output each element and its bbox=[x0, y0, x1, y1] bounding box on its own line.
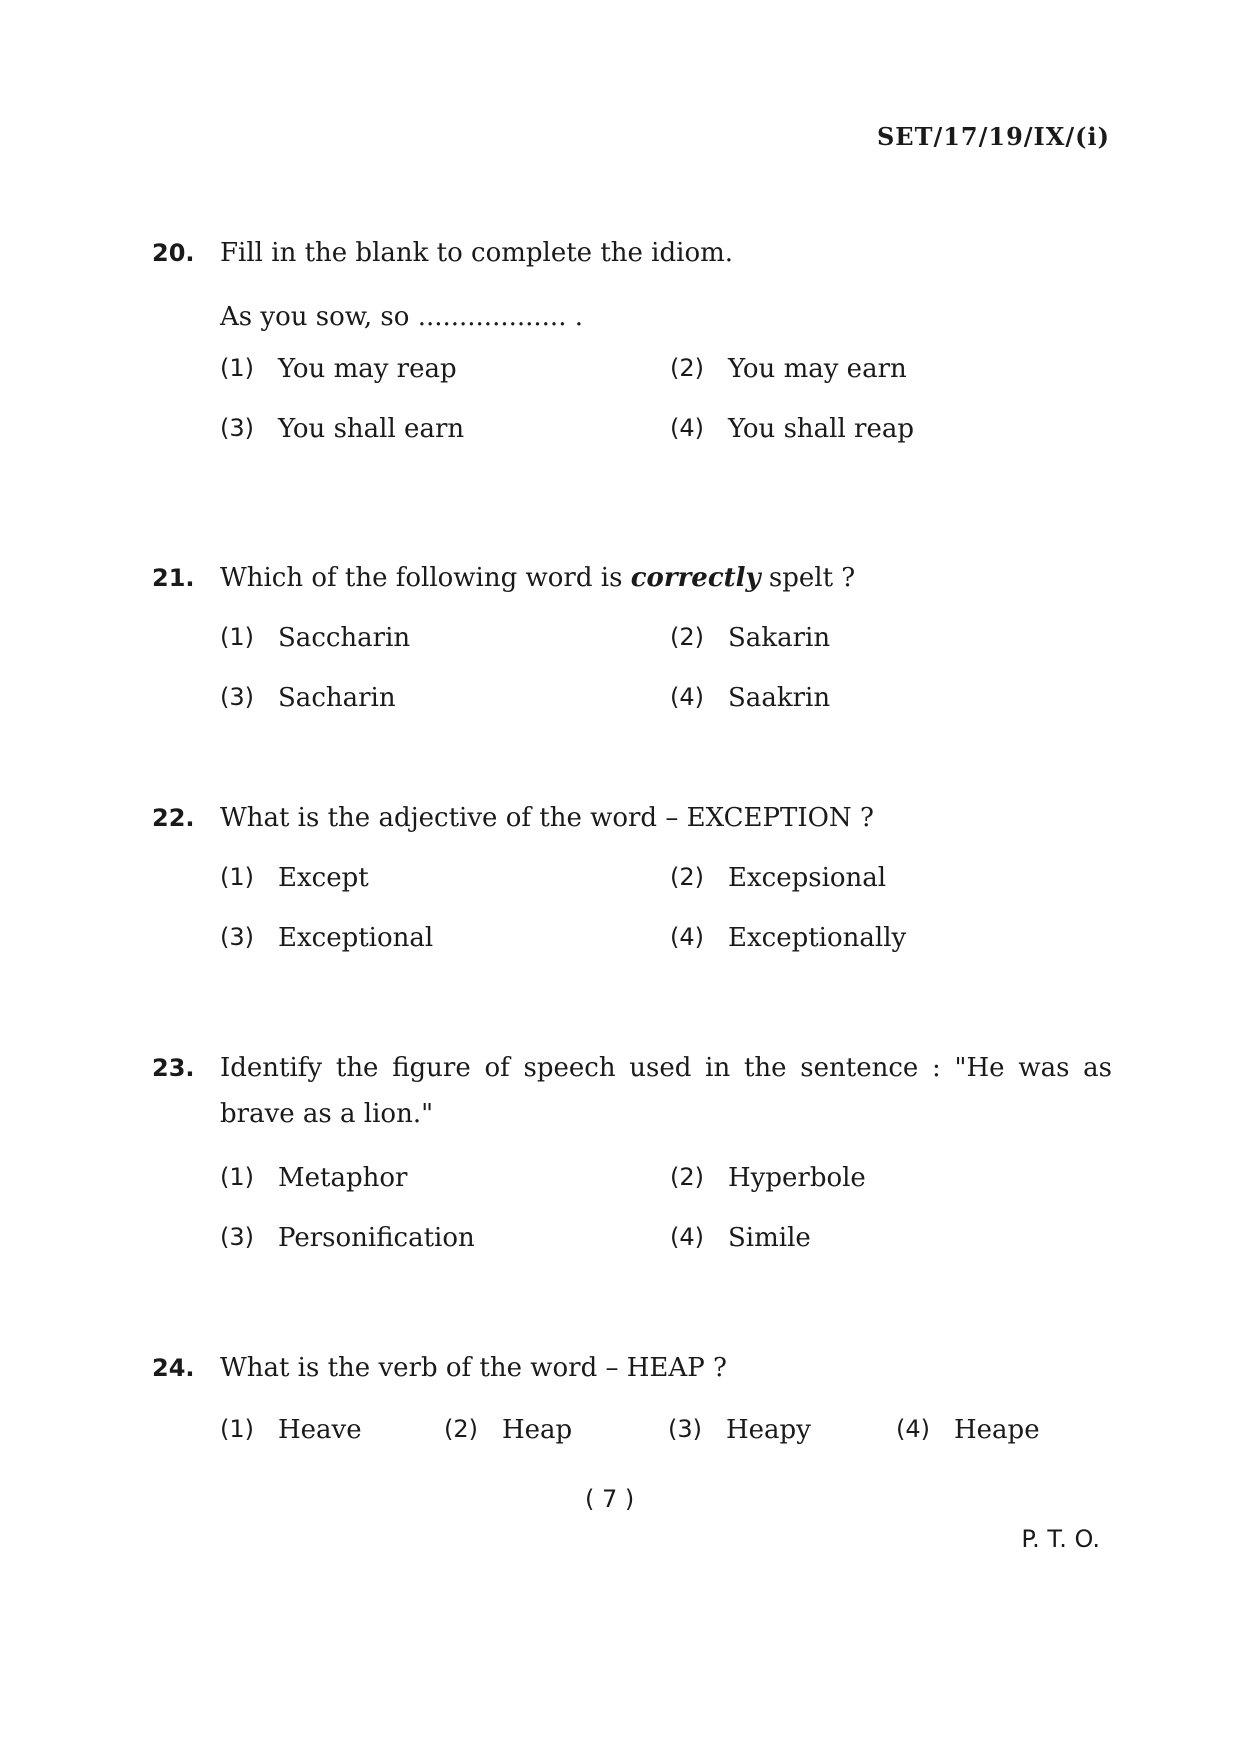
question-text: What is the verb of the word – HEAP ? bbox=[220, 1353, 727, 1383]
question-24 bbox=[152, 1345, 1112, 1445]
options-list bbox=[220, 354, 1112, 444]
option-number: (4) bbox=[670, 1223, 704, 1251]
option-number: (1) bbox=[220, 1163, 254, 1191]
options-list bbox=[220, 623, 1112, 713]
option-label: Saccharin bbox=[278, 623, 411, 653]
option-3 bbox=[668, 1415, 896, 1445]
option-number: (3) bbox=[220, 923, 254, 951]
option-2 bbox=[670, 863, 1120, 893]
question-text: Fill in the blank to complete the idiom. bbox=[220, 238, 734, 268]
question-text-emphasis: correctly bbox=[630, 563, 761, 593]
question-21 bbox=[152, 555, 1112, 713]
option-label: Saakrin bbox=[728, 683, 831, 713]
question-23 bbox=[152, 1045, 1112, 1253]
question-22 bbox=[152, 795, 1112, 953]
option-label: Personification bbox=[278, 1223, 475, 1253]
option-number: (4) bbox=[670, 683, 704, 711]
option-4 bbox=[670, 1223, 1120, 1253]
option-2 bbox=[670, 354, 1120, 384]
option-2 bbox=[670, 1163, 1120, 1193]
option-number: (1) bbox=[220, 354, 254, 382]
option-label: Heave bbox=[278, 1415, 362, 1445]
option-2 bbox=[444, 1415, 668, 1445]
option-number: (2) bbox=[670, 863, 704, 891]
option-number: (1) bbox=[220, 1415, 254, 1443]
question-text-after: spelt ? bbox=[760, 563, 856, 593]
question-number: 23. bbox=[152, 1054, 195, 1082]
option-label: Heape bbox=[954, 1415, 1040, 1445]
option-4 bbox=[670, 683, 1120, 713]
option-number: (3) bbox=[220, 1223, 254, 1251]
options-list bbox=[220, 863, 1112, 953]
option-1 bbox=[220, 1163, 670, 1193]
option-number: (4) bbox=[670, 414, 704, 442]
question-number: 20. bbox=[152, 239, 195, 267]
question-text-before: Which of the following word is bbox=[220, 563, 631, 593]
option-1 bbox=[220, 354, 670, 384]
option-number: (4) bbox=[670, 923, 704, 951]
option-label: Metaphor bbox=[278, 1163, 408, 1193]
page-code: SET/17/19/IX/(i) bbox=[876, 122, 1110, 151]
option-label: Exceptionally bbox=[728, 923, 907, 953]
option-1 bbox=[220, 863, 670, 893]
question-number: 22. bbox=[152, 804, 195, 832]
option-number: (3) bbox=[668, 1415, 702, 1443]
option-label: Except bbox=[278, 863, 369, 893]
option-number: (1) bbox=[220, 623, 254, 651]
option-label: Simile bbox=[728, 1223, 811, 1253]
option-1 bbox=[220, 623, 670, 653]
option-number: (2) bbox=[670, 623, 704, 651]
question-prompt: As you sow, so .................. . bbox=[220, 302, 583, 332]
option-label: You may earn bbox=[728, 354, 907, 384]
please-turn-over: P. T. O. bbox=[1021, 1525, 1100, 1553]
option-3 bbox=[220, 923, 670, 953]
option-4 bbox=[896, 1415, 1120, 1445]
question-number: 24. bbox=[152, 1354, 195, 1382]
option-number: (3) bbox=[220, 683, 254, 711]
question-text bbox=[220, 555, 1112, 601]
option-label: Hyperbole bbox=[728, 1163, 866, 1193]
option-label: Sacharin bbox=[278, 683, 396, 713]
question-text: Identify the figure of speech used in the sentence : "He was as brave as a lion." bbox=[220, 1053, 1112, 1129]
question-20 bbox=[152, 230, 1112, 444]
option-number: (4) bbox=[896, 1415, 930, 1443]
option-label: Heap bbox=[502, 1415, 573, 1445]
option-4 bbox=[670, 923, 1120, 953]
option-number: (2) bbox=[444, 1415, 478, 1443]
option-label: You shall reap bbox=[728, 414, 915, 444]
option-label: Sakarin bbox=[728, 623, 831, 653]
option-number: (1) bbox=[220, 863, 254, 891]
option-3 bbox=[220, 414, 670, 444]
question-number: 21. bbox=[152, 564, 195, 592]
option-3 bbox=[220, 683, 670, 713]
option-4 bbox=[670, 414, 1120, 444]
option-number: (2) bbox=[670, 1163, 704, 1191]
option-3 bbox=[220, 1223, 670, 1253]
option-1 bbox=[220, 1415, 444, 1445]
option-label: You may reap bbox=[278, 354, 457, 384]
options-list bbox=[220, 1415, 1112, 1445]
option-number: (3) bbox=[220, 414, 254, 442]
option-label: You shall earn bbox=[278, 414, 465, 444]
page-number: ( 7 ) bbox=[585, 1485, 635, 1513]
option-label: Exceptional bbox=[278, 923, 434, 953]
options-list bbox=[220, 1163, 1112, 1253]
question-text: What is the adjective of the word – EXCEPTION ? bbox=[220, 803, 874, 833]
option-2 bbox=[670, 623, 1120, 653]
option-number: (2) bbox=[670, 354, 704, 382]
option-label: Excepsional bbox=[728, 863, 887, 893]
option-label: Heapy bbox=[726, 1415, 811, 1445]
